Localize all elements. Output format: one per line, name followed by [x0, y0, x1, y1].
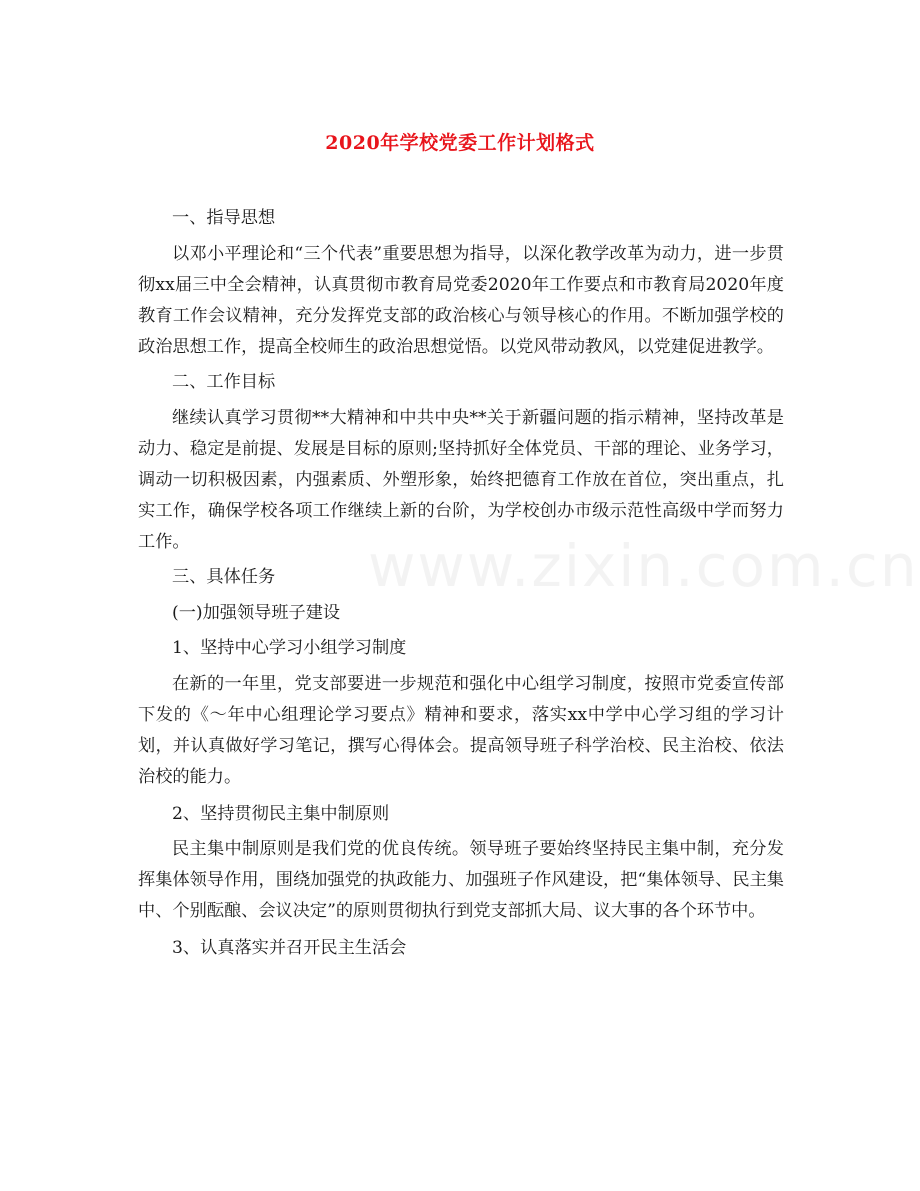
subheading-leadership: (一)加强领导班子建设 [172, 602, 341, 623]
watermark: www.zixin.com.cn [368, 532, 919, 600]
item-study-system: 1、坚持中心学习小组学习制度 [172, 638, 407, 658]
document-body [138, 203, 784, 969]
paragraph-study-system: 在新的一年里，党支部要进一步规范和强化中心组学习制度，按照市党委宣传部下发的《～年中心组理论学习要点》精神和要求，落实xx中学中心学习组的学习计划，并认真做好学习笔记，撰写心得体会。提高领导班子科学治校、民主治校、依法治校的能力。 [138, 673, 784, 787]
document-title: 2020年学校党委工作计划格式 [325, 132, 595, 154]
item-democratic-centralism: 2、坚持贯彻民主集中制原则 [172, 803, 390, 824]
heading-work-goals: 二、工作目标 [172, 372, 276, 392]
heading-specific-tasks: 三、具体任务 [172, 567, 276, 587]
paragraph-democratic-centralism: 民主集中制原则是我们党的优良传统。领导班子要始终坚持民主集中制，充分发挥集体领导作用，围绕加强党的执政能力、加强班子作风建设，把“集体领导、民主集中、个别酝酿、会议决定”的原则贯彻执行到党支部抓大局、议大事的各个环节中。 [138, 839, 784, 921]
item-democratic-life-meeting: 3、认真落实并召开民主生活会 [172, 938, 407, 958]
heading-guiding-thought: 一、指导思想 [172, 208, 276, 228]
paragraph-work-goals: 继续认真学习贯彻**大精神和中共中央**关于新疆问题的指示精神，坚持改革是动力、稳定是前提、发展是目标的原则;坚持抓好全体党员、干部的理论、业务学习，调动一切积极因素，内强素质、外塑形象，始终把德育工作放在首位，突出重点，扎实工作，确保学校各项工作继续上新的台阶，为学校创办市级示范性高级中学而努力工作。 [138, 407, 784, 552]
paragraph-guiding-thought: 以邓小平理论和“三个代表”重要思想为指导，以深化教学改革为动力，进一步贯彻xx届三中全会精神，认真贯彻市教育局党委2020年工作要点和市教育局2020年度教育工作会议精神，充分发挥党支部的政治核心与领导核心的作用。不断加强学校的政治思想工作，提高全校师生的政治思想觉悟。以党风带动教风，以党建促进教学。 [138, 243, 784, 357]
